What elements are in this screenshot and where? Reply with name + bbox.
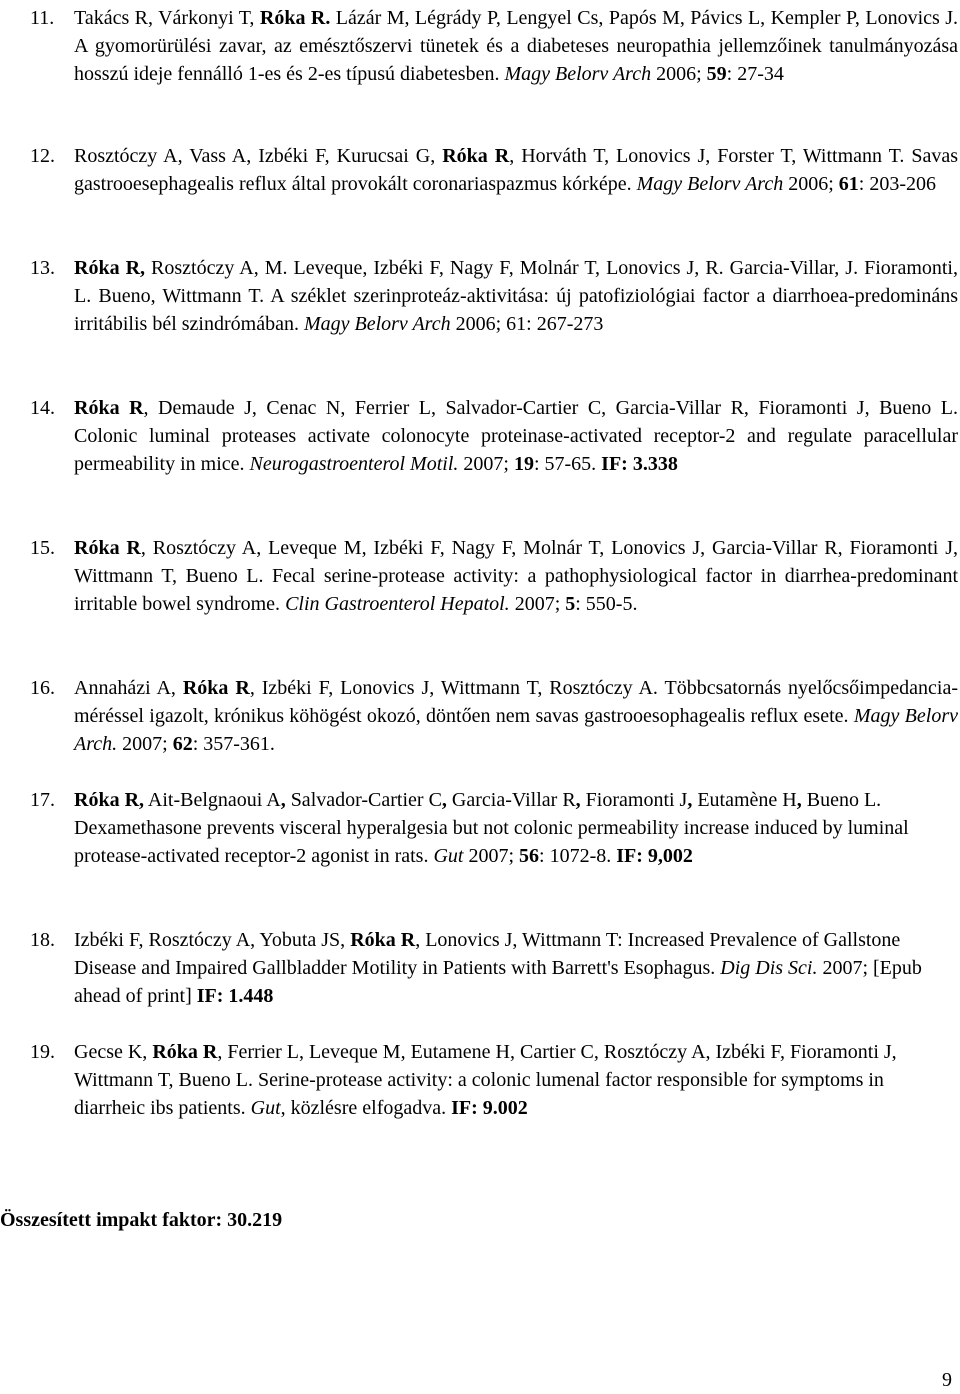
bold-run: Róka R. xyxy=(259,7,331,29)
text-run: 2006; 61: 267-273 xyxy=(450,313,604,335)
text-run: , közlésre elfogadva. xyxy=(280,1097,452,1119)
text-run: Salvador-Cartier C xyxy=(285,789,442,811)
journal-name: Magy Belorv Arch xyxy=(636,173,784,195)
text-run: , Rosztóczy A, Leveque M, Izbéki F, Nagy F, Molnár T, Lonovics J, Garcia-Villar R, Fioramonti J, Wittmann T, Bueno L. Fecal serine-protease activity: a pathophysiological factor in diarrhea-predominant irritable bowel syndrome. xyxy=(74,537,958,615)
reference-text xyxy=(74,786,958,870)
journal-name: Gut xyxy=(433,845,464,867)
journal-name: Neurogastroenterol Motil. xyxy=(249,453,459,475)
bold-run: Róka R xyxy=(442,145,510,167)
reference-number: 15. xyxy=(30,537,55,559)
text-run: : 550-5. xyxy=(575,593,638,615)
bold-run: 59 xyxy=(706,63,727,85)
journal-name: Magy Belorv Arch xyxy=(303,313,451,335)
bold-run: 62 xyxy=(172,733,193,755)
bold-run: IF: 9.002 xyxy=(451,1097,528,1119)
bold-run: , xyxy=(687,789,693,811)
text-run: Izbéki F, Rosztóczy A, Yobuta JS, xyxy=(74,929,351,951)
bold-run: Róka R xyxy=(182,677,250,699)
bold-run: Róka R xyxy=(74,397,144,419)
total-impact-factor: Összesített impakt faktor: 30.219 xyxy=(0,1209,283,1231)
bold-run: Róka R, xyxy=(74,789,145,811)
text-run: , Horváth T, Lonovics J, Forster T, Wittmann T. Savas gastrooesephagealis reflux által provokált coronariaspazmus kórképe. xyxy=(74,145,958,195)
text-run: Fioramonti J xyxy=(580,789,688,811)
text-run: : 1072-8. xyxy=(539,845,617,867)
bold-run: Róka R xyxy=(74,537,141,559)
bold-run: , xyxy=(575,789,581,811)
reference-item xyxy=(30,674,958,758)
text-run: 2007; [Epub ahead of print] xyxy=(74,957,922,1007)
text-run: , Ferrier L, Leveque M, Eutamene H, Cartier C, Rosztóczy A, Izbéki F, Fioramonti J, Wittmann T, Bueno L. Serine-protease activity: a colonic lumenal factor responsible for symptoms in diarrheic ibs patients. xyxy=(74,1041,897,1119)
text-run: Gecse K, xyxy=(74,1041,153,1063)
reference-number: 11. xyxy=(30,7,55,29)
reference-item xyxy=(30,142,958,198)
text-run: , Demaude J, Cenac N, Ferrier L, Salvador-Cartier C, Garcia-Villar R, Fioramonti J, Bueno L. Colonic luminal proteases activate colonocyte proteinase-activated receptor-2 and regulate paracellular permeability in mice. xyxy=(74,397,958,475)
journal-name: Magy Belorv Arch xyxy=(504,63,652,85)
reference-number: 19. xyxy=(30,1041,55,1063)
reference-text xyxy=(74,4,958,88)
text-run: Eutamène H xyxy=(692,789,797,811)
reference-item xyxy=(30,786,958,870)
text-run: 2007; xyxy=(463,845,520,867)
bold-run: , xyxy=(796,789,802,811)
journal-name: Dig Dis Sci. xyxy=(720,957,818,979)
journal-name: Magy Belorv Arch. xyxy=(74,705,958,755)
reference-number: 13. xyxy=(30,257,55,279)
text-run: : 357-361. xyxy=(192,733,275,755)
reference-number: 12. xyxy=(30,145,55,167)
bold-run: , xyxy=(280,789,286,811)
bold-run: Róka R xyxy=(152,1041,218,1063)
reference-number: 14. xyxy=(30,397,55,419)
text-run: : 203-206 xyxy=(858,173,936,195)
bold-run: IF: 9,002 xyxy=(616,845,693,867)
text-run: 2006; xyxy=(783,173,839,195)
text-run: Lázár M, Légrády P, Lengyel Cs, Papós M, Pávics L, Kempler P, Lonovics J. A gyomorürülési zavar, az emésztőszervi tünetek és a diabeteses neuropathia jellemzőinek tanulmányozása hosszú ideje fennálló 1-es és 2-es típusú diabetesben. xyxy=(74,7,959,85)
reference-number: 18. xyxy=(30,929,55,951)
text-run: Garcia-Villar R xyxy=(446,789,576,811)
reference-item xyxy=(30,254,958,338)
bold-run: 61 xyxy=(838,173,859,195)
text-run: 2007; xyxy=(509,593,566,615)
text-run: : 57-65. xyxy=(533,453,602,475)
text-run: Annaházi A, xyxy=(74,677,183,699)
reference-text xyxy=(74,674,958,758)
reference-text xyxy=(74,394,958,478)
text-run: , Izbéki F, Lonovics J, Wittmann T, Rosztóczy A. Többcsatornás nyelőcsőimpedancia-méréssel igazolt, krónikus köhögést okozó, döntően nem savas gastrooesophagealis reflux esete. xyxy=(74,677,958,727)
text-run: Ait-Belgnaoui A xyxy=(144,789,281,811)
text-run: 2007; xyxy=(117,733,173,755)
journal-name: Clin Gastroenterol Hepatol. xyxy=(285,593,510,615)
text-run: 2007; xyxy=(458,453,514,475)
reference-text xyxy=(74,534,958,618)
text-run: : 27-34 xyxy=(726,63,784,85)
text-run: Takács R, Várkonyi T, xyxy=(74,7,260,29)
reference-text xyxy=(74,1038,958,1122)
reference-number: 16. xyxy=(30,677,55,699)
reference-number: 17. xyxy=(30,789,55,811)
bold-run: 19 xyxy=(513,453,534,475)
bold-run: Róka R xyxy=(350,929,416,951)
reference-text xyxy=(74,926,958,1010)
reference-text xyxy=(74,254,958,338)
reference-item xyxy=(30,1038,958,1122)
bold-run: 56 xyxy=(519,845,540,867)
text-run: 2006; xyxy=(651,63,707,85)
page-number: 9 xyxy=(942,1369,952,1391)
reference-item xyxy=(30,4,958,88)
journal-name: Gut xyxy=(250,1097,281,1119)
reference-item xyxy=(30,394,958,478)
bold-run: , xyxy=(441,789,447,811)
reference-item xyxy=(30,534,958,618)
bold-run: 5 xyxy=(565,593,576,615)
bold-run: IF: 1.448 xyxy=(196,985,274,1007)
reference-item xyxy=(30,926,958,1010)
text-run: Rosztóczy A, Vass A, Izbéki F, Kurucsai G, xyxy=(74,145,443,167)
reference-text xyxy=(74,142,958,198)
text-run: Bueno L. Dexamethasone prevents visceral hyperalgesia but not colonic permeability increase induced by luminal protease-activated receptor-2 agonist in rats. xyxy=(74,789,909,867)
bold-run: IF: 3.338 xyxy=(601,453,678,475)
bold-run: Róka R, xyxy=(74,257,146,279)
text-run: , Lonovics J, Wittmann T: Increased Prevalence of Gallstone Disease and Impaired Gallbladder Motility in Patients with Barrett's Esophagus. xyxy=(74,929,901,979)
text-run: Rosztóczy A, M. Leveque, Izbéki F, Nagy F, Molnár T, Lonovics J, R. Garcia-Villar, J. Fioramonti, L. Bueno, Wittmann T. A széklet szerinproteáz-aktivitása: új patofiziológiai factor a diarrhoea-predomináns irritábilis bél szindrómában. xyxy=(74,257,958,335)
